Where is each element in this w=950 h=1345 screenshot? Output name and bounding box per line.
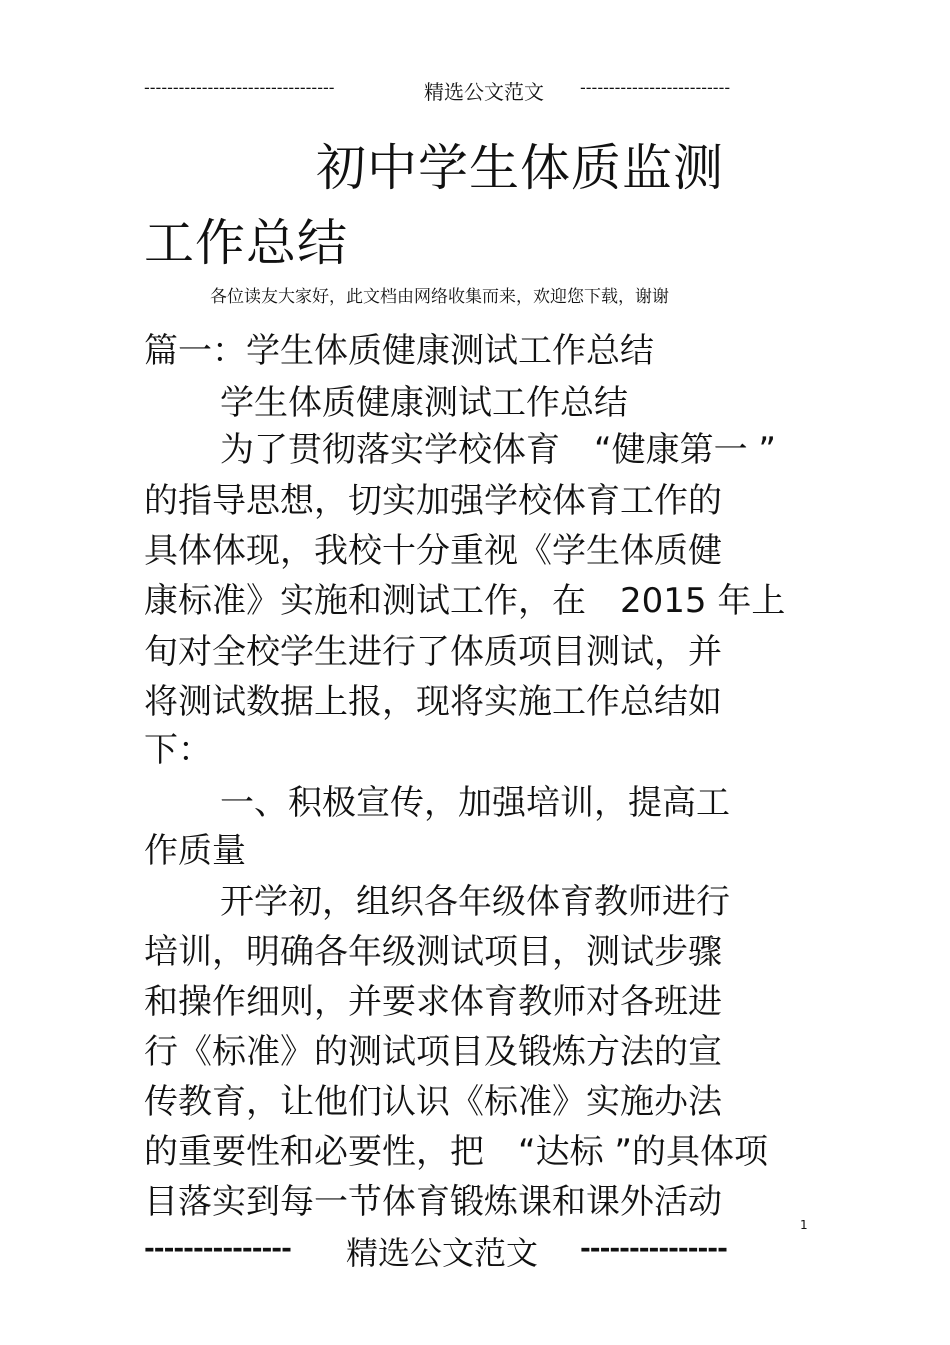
body-line: 康标准》实施和测试工作，在 2015 年上: [144, 581, 786, 621]
header-dashes-left: ---------------------------------: [144, 78, 335, 97]
subsection-title: 学生体质健康测试工作总结: [220, 383, 628, 423]
body-line: 行《标准》的测试项目及锻炼方法的宣: [144, 1032, 722, 1072]
subheading-line: 一、积极宣传，加强培训，提高工: [220, 783, 730, 823]
body-line: 培训，明确各年级测试项目，测试步骤: [144, 932, 722, 972]
document-title-line2: 工作总结: [144, 214, 348, 272]
footer-title: 精选公文范文: [346, 1234, 539, 1272]
page-number: 1: [800, 1218, 808, 1232]
body-line: 将测试数据上报，现将实施工作总结如: [144, 682, 722, 722]
body-line: 具体体现，我校十分重视《学生体质健: [144, 531, 722, 571]
body-line: 的重要性和必要性，把 “达标 ”的具体项: [144, 1132, 769, 1172]
footer-dashes-right: ---------------: [580, 1234, 727, 1264]
body-line: 旬对全校学生进行了体质项目测试，并: [144, 632, 722, 672]
body-line: 为了贯彻落实学校体育 “健康第一 ”: [220, 430, 777, 470]
body-line: 下：: [144, 730, 212, 770]
subheading-line: 作质量: [144, 831, 246, 871]
document-title-line1: 初中学生体质监测: [316, 139, 724, 197]
body-line: 开学初，组织各年级体育教师进行: [220, 882, 730, 922]
body-line: 的指导思想，切实加强学校体育工作的: [144, 481, 722, 521]
footer-dashes-left: ---------------: [144, 1234, 291, 1264]
body-line: 传教育，让他们认识《标准》实施办法: [144, 1082, 722, 1122]
header-dashes-right: --------------------------: [580, 78, 731, 97]
body-line: 和操作细则，并要求体育教师对各班进: [144, 982, 722, 1022]
section-heading: 篇一：学生体质健康测试工作总结: [144, 331, 654, 371]
header-title: 精选公文范文: [424, 80, 544, 104]
greeting-text: 各位读友大家好，此文档由网络收集而来，欢迎您下载，谢谢: [210, 287, 669, 307]
body-line: 目落实到每一节体育锻炼课和课外活动: [144, 1182, 722, 1222]
